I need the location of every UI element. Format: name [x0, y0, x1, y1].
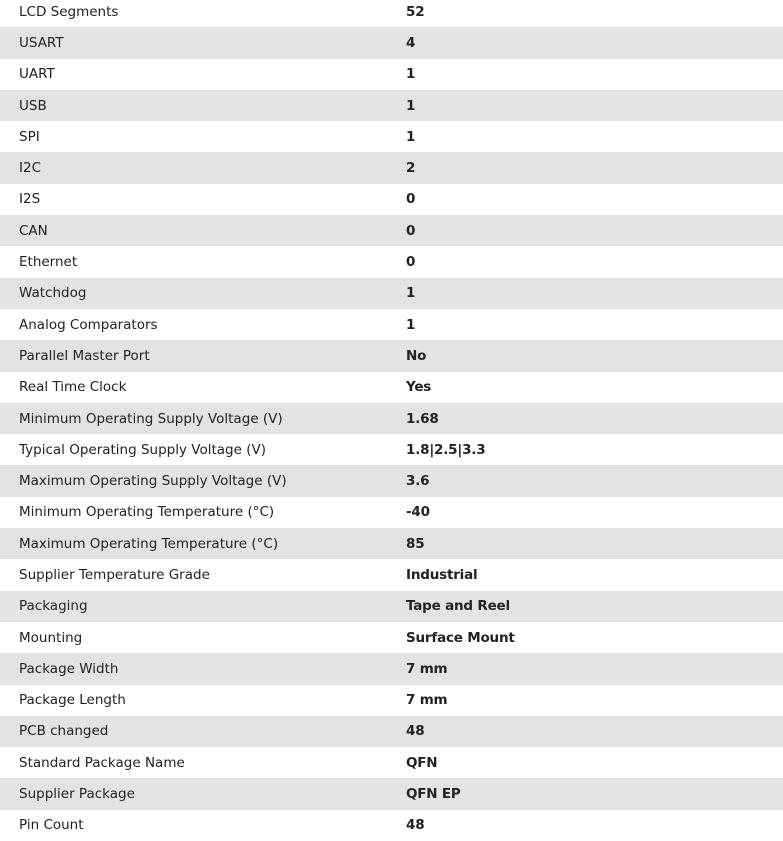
spec-row: [0, 246, 783, 277]
spec-value: 85: [406, 535, 425, 552]
spec-label: Mounting: [19, 629, 83, 646]
spec-label: UART: [19, 66, 55, 83]
spec-label: Package Length: [19, 692, 126, 709]
spec-row: [0, 27, 783, 58]
spec-value: 0: [406, 191, 416, 208]
spec-value: 52: [406, 3, 425, 20]
spec-label: Minimum Operating Supply Voltage (V): [19, 410, 283, 427]
spec-row: [0, 278, 783, 309]
spec-value: 1: [406, 97, 416, 114]
spec-row: [0, 747, 783, 778]
spec-row: [0, 465, 783, 496]
spec-label: USART: [19, 34, 64, 51]
spec-row: [0, 340, 783, 371]
spec-value: 1.68: [406, 410, 439, 427]
spec-row: [0, 622, 783, 653]
spec-label: PCB changed: [19, 723, 109, 740]
spec-row: [0, 559, 783, 590]
spec-value: 1: [406, 285, 416, 302]
spec-value: -40: [406, 504, 430, 521]
spec-row: [0, 716, 783, 747]
spec-label: Supplier Temperature Grade: [19, 566, 210, 583]
spec-label: Supplier Package: [19, 786, 135, 803]
spec-label: SPI: [19, 128, 40, 145]
spec-value: 0: [406, 254, 416, 271]
spec-row: [0, 184, 783, 215]
spec-row: [0, 653, 783, 684]
spec-row: [0, 90, 783, 121]
spec-label: I2S: [19, 191, 41, 208]
spec-row: [0, 59, 783, 90]
spec-label: Pin Count: [19, 817, 84, 834]
spec-value: 1: [406, 128, 416, 145]
spec-value: 7 mm: [406, 660, 448, 677]
spec-label: Maximum Operating Temperature (°C): [19, 535, 279, 552]
spec-row: [0, 372, 783, 403]
spec-value: 7 mm: [406, 692, 448, 709]
spec-label: Real Time Clock: [19, 379, 127, 396]
spec-row: [0, 810, 783, 841]
spec-row: [0, 591, 783, 622]
spec-value: Yes: [406, 379, 432, 396]
spec-label: Typical Operating Supply Voltage (V): [19, 441, 266, 458]
spec-row: [0, 403, 783, 434]
spec-row: [0, 215, 783, 246]
spec-label: Packaging: [19, 598, 88, 615]
spec-value: 3.6: [406, 473, 430, 490]
spec-label: USB: [19, 97, 47, 114]
spec-value: 1: [406, 66, 416, 83]
spec-row: [0, 685, 783, 716]
spec-value: 48: [406, 723, 425, 740]
spec-value: No: [406, 347, 427, 364]
spec-label: Minimum Operating Temperature (°C): [19, 504, 275, 521]
spec-label: Ethernet: [19, 254, 78, 271]
spec-row: [0, 121, 783, 152]
spec-value: 4: [406, 34, 416, 51]
spec-label: Package Width: [19, 660, 119, 677]
spec-row: [0, 0, 783, 27]
spec-row: [0, 528, 783, 559]
spec-value: 48: [406, 817, 425, 834]
spec-value: 1: [406, 316, 416, 333]
spec-row: [0, 434, 783, 465]
spec-value: 1.8|2.5|3.3: [406, 441, 486, 458]
spec-label: LCD Segments: [19, 3, 119, 20]
spec-value: 0: [406, 222, 416, 239]
spec-label: Analog Comparators: [19, 316, 158, 333]
spec-label: CAN: [19, 222, 48, 239]
spec-value: Surface Mount: [406, 629, 515, 646]
spec-value: 2: [406, 160, 416, 177]
spec-value: QFN EP: [406, 786, 461, 803]
spec-label: Maximum Operating Supply Voltage (V): [19, 473, 287, 490]
spec-row: [0, 778, 783, 809]
spec-value: QFN: [406, 754, 438, 771]
spec-value: Tape and Reel: [406, 598, 510, 615]
spec-label: Parallel Master Port: [19, 347, 150, 364]
spec-row: [0, 497, 783, 528]
spec-label: I2C: [19, 160, 41, 177]
spec-label: Standard Package Name: [19, 754, 185, 771]
spec-label: Watchdog: [19, 285, 87, 302]
spec-row: [0, 152, 783, 183]
spec-value: Industrial: [406, 566, 478, 583]
spec-row: [0, 309, 783, 340]
